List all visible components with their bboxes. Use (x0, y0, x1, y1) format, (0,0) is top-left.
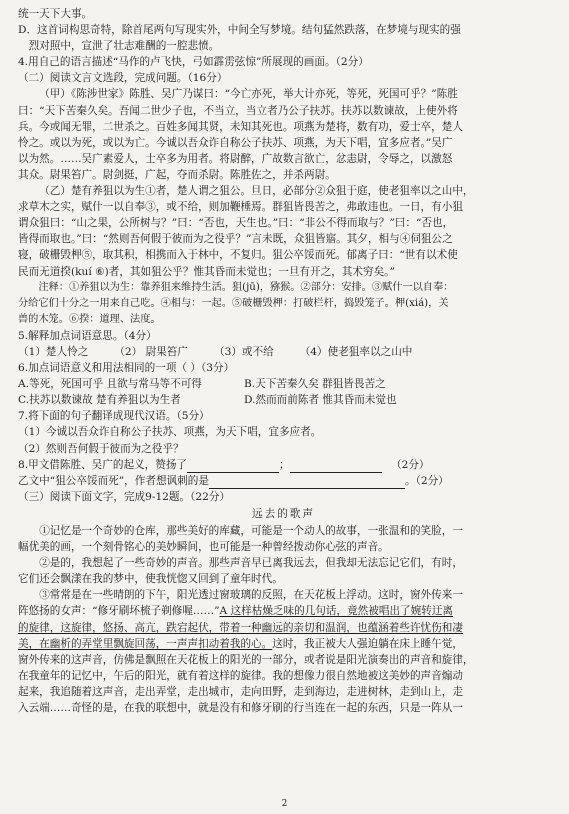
paragraph-line: 入云端……奇怪的是，在我的联想中，就是没有和修牙刷的行当连在一起的东西，只是一阵从一 (18, 702, 463, 715)
answer-blank[interactable] (187, 460, 279, 473)
answer-blank[interactable] (290, 460, 382, 473)
text-line: 烈对照中，宣泄了壮志难酬的一腔悲愤。 (28, 40, 220, 53)
passage-jia-line: 曰：“天下苦秦久矣。吾闻二世少子也，不当立，当立者乃公子扶苏。扶苏以数谏故，上使外将 (18, 104, 458, 117)
answer-blank[interactable] (209, 476, 405, 489)
q6-option-b: B.天下苦秦久矣 群狙皆畏苦之 (244, 378, 386, 391)
annotation-line: 注释：①养狙以为生：靠养狙来维持生活。狙(jū)，猕猴。②部分：安排。③赋什一以自奉： (38, 281, 454, 293)
question-5-items (18, 344, 549, 360)
q7-sentence-1: （1）今诚以吾众诈自称公子扶苏、项燕，为天下唱，宜多应者。 (18, 426, 322, 439)
paragraph-line: 在我童年的记忆中，午后的阳光，就有着这样的旋律。我的想像力很自然地被这美妙的声音煽动 (18, 669, 463, 682)
passage-yi-line: 皆得而取也。”曰：“然则吾何假于彼而为之役乎？”言未既，众狙皆寤。其夕，相与④伺狙公之 (18, 233, 453, 246)
paragraph-line: 的旋律，这旋律，悠扬、高亢，跌宕起伏，带着一种幽远的亲切和温润，也蕴涵着些许忧伤和凄 (18, 621, 463, 634)
question-5: 5.解释加点词语意思。（4分） (18, 329, 157, 342)
passage-jia-line: 其众。尉果笞广。尉剑挺，广起，夺而杀尉。陈胜佐之，并杀两尉。 (18, 168, 336, 181)
page-number: 2 (281, 798, 288, 809)
passage-jia-line: 兵。今或闻无罪，二世杀之。百姓多闻其贤，未知其死也。项燕为楚将，数有功，爱士卒，楚人 (18, 120, 463, 133)
underlined-sentence-a: A 这样枯燥乏味的几句话，竟然被唱出了婉转迂离 (219, 605, 454, 618)
paragraph-line: 幅优美的画，一个刻骨铭心的美妙瞬间，也可能是一种曾经拨动你心弦的声音。 (18, 541, 389, 554)
paragraph-line: 窗外传来的这声音，仿佛是飘照在天花板上的阳光的一部分，或者说是阳光演奏出的声音和旋律， (18, 653, 474, 666)
passage-yi-line: 寝，破栅毁柙⑤，取其积，相携而入于林中，不复归。狙公卒馁而死。郁离子曰：“世有以术使 (18, 249, 458, 262)
question-7: 7.将下面的句子翻译成现代汉语。（5分） (18, 410, 210, 423)
passage-title: 远去的歌声 (252, 507, 315, 520)
question-8-line-2: 乙文中“狙公卒馁而死”，作者想讽刺的是 。（2分） (18, 473, 549, 489)
question-4: 4.用自己的语言描述“马作的卢飞快，弓如霹雳弦惊”所展现的画面。（2分） (18, 56, 369, 69)
paragraph-line: 它们还会飘漾在我的梦中，使我恍惚又回到了童年时代。 (18, 573, 283, 586)
passage-jia-line: 怜之。或以为死，或以为亡。今诚以吾众诈自称公子扶苏、项燕，为天下唱，宜多应者。”吴广 (18, 136, 453, 149)
paragraph-line: ①记忆是一个奇妙的仓库，那些美好的库藏，可能是一个动人的故事，一张温和的笑脸，一 (39, 525, 463, 537)
paragraph-line: ②是的，我想起了一些奇妙的声音。那些声音早已离我远去，但我却无法忘记它们，有时， (39, 557, 463, 570)
q6-options-row (18, 376, 549, 392)
paragraph-line: 美，在幽析的弄堂里飘旋回荡，一声声扣动着我的心。这时，我正被大人强迫躺在床上睡午觉， (18, 637, 463, 650)
section-3-header: （三）阅读下面文字，完成9-12题。（22分） (18, 490, 231, 503)
annotation-line: 兽的木笼。⑥揆：道理、法度。 (18, 313, 161, 325)
q6-options-row (18, 392, 549, 408)
text-line: 统一天下大事。 (18, 8, 93, 20)
text-line: D．这首词构思奇特，除首尾两句写现实外，中间全写梦境。结句猛然跌落，在梦境与现实的强 (18, 24, 461, 37)
passage-yi-line: 谓众狙曰：“山之果，公所树与？”曰：“否也，天生也。”曰：“非公不得而取与？”曰：“否也， (18, 217, 454, 230)
q6-option-a: A.等死，死国可乎 且欲与常马等不可得 (18, 378, 202, 391)
q5-item: （4）使老狙率以之山中 (299, 345, 413, 358)
question-6: 6.加点词语意义和用法相同的一项（ ）（3分） (18, 362, 235, 375)
passage-jia-line: （甲）《陈涉世家》陈胜、吴广乃谋曰：“今亡亦死，举大计亦死，等死，死国可乎？”陈胜 (39, 88, 458, 101)
q7-sentence-2: （2）然则吾何假于彼而为之役乎？ (18, 442, 184, 455)
q5-item: （3）或不给 (213, 345, 274, 358)
passage-yi-line: 求草木之实，赋什一以自奉③，或不给，则加鞭棰焉。群狙皆畏苦之，弗敢违也。一日，有小狙 (18, 201, 463, 214)
paragraph-line: 起来，我追随着这声音，走出弄堂，走出城市，走向田野，走到海边，走进树林，走到山上，走 (18, 685, 463, 698)
annotation-line: 分给它们十分之一用来自己吃。④相与：一起。⑤破栅毁柙：打破栏杆，捣毁笼子。柙(xiá)，关 (18, 297, 449, 309)
section-2-header: （二）阅读文言文选段，完成问题。（16分） (18, 72, 228, 85)
q6-option-d: D.然而而前陈者 惟其昏而未觉也 (244, 394, 397, 407)
passage-jia-line: 以为然。……吴广素爱人，士卒多为用者。将尉醉，广故数言欲亡，忿恚尉，令辱之，以激怒 (18, 152, 453, 165)
q5-item: （2） 尉果笞广 (114, 345, 188, 358)
passage-yi-line: （乙）楚有养狙以为生①者，楚人谓之狙公。旦日，必部分②众狙于庭，使老狙率以之山中， (39, 185, 474, 198)
paragraph-line: 阵悠扬的女声：“修牙刷坏梳子剃修喔……”A 这样枯燥乏味的几句话，竟然被唱出了婉转迂离 (18, 605, 454, 618)
question-8-line-1: 8.甲文借陈胜、吴广的起义，赞扬了 ； （2分） (18, 457, 549, 473)
q6-option-c: C.扶苏以数谏故 楚有养狙以为生者 (18, 394, 181, 407)
paragraph-line: ③常常是在一些晴朗的下午，阳光透过窗玻璃的反照，在天花板上浮动。这时，窗外传来一 (39, 589, 463, 602)
q5-item: （1）楚人怜之 (18, 345, 89, 358)
passage-yi-line: 民而无道揆(kuí ⑥)者，其如狙公乎？惟其昏而未觉也；一旦有开之，其术穷矣。” (18, 265, 395, 278)
